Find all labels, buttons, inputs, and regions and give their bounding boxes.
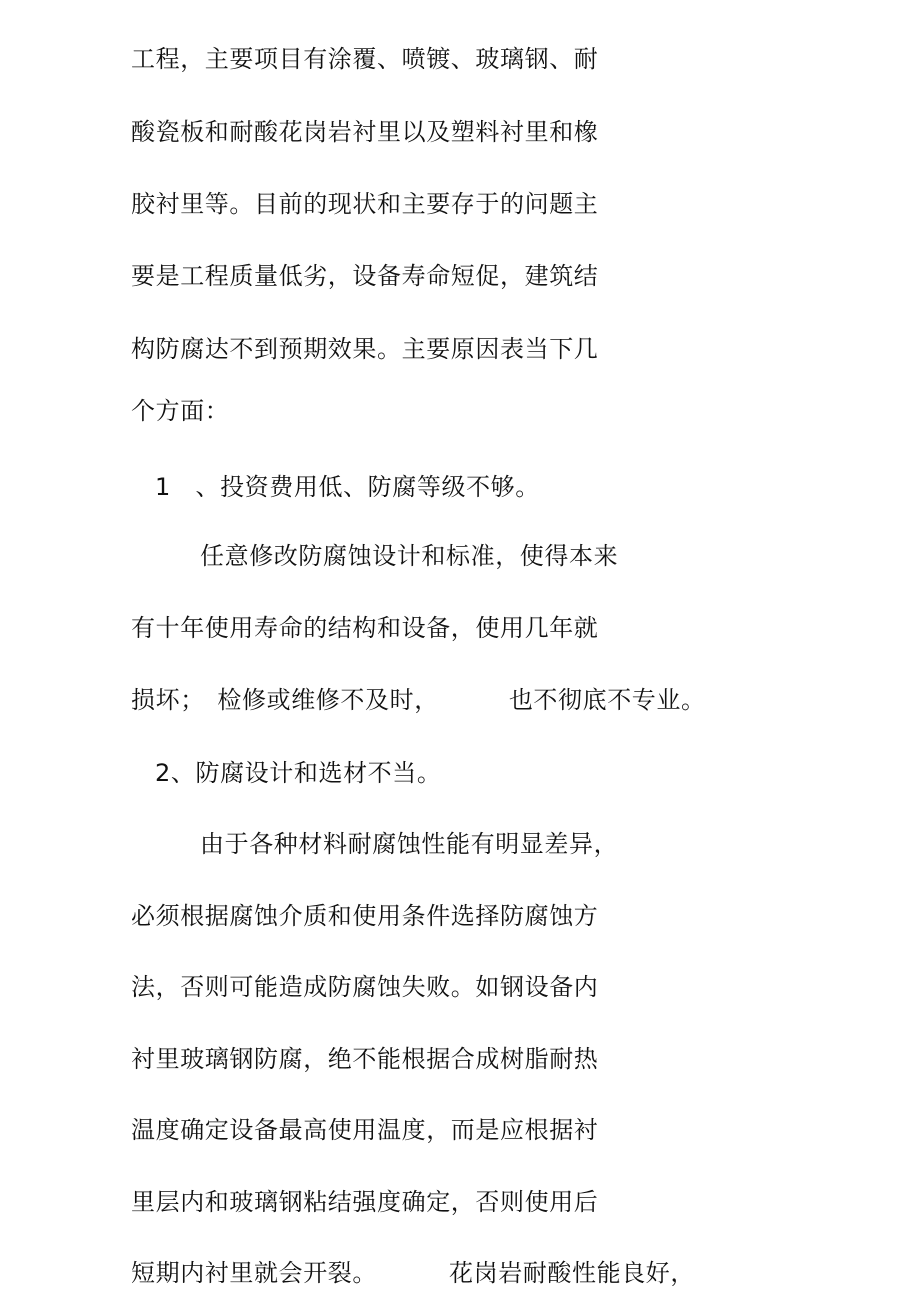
section-heading: 1 、投资费用低、防腐等级不够。 (155, 473, 540, 501)
paragraph-line: 个方面： (131, 397, 230, 425)
paragraph-line: 必须根据腐蚀介质和使用条件选择防腐蚀方 (131, 902, 599, 930)
paragraph-line: 任意修改防腐蚀设计和标准，使得本来 (200, 542, 619, 570)
line-segment: 损坏； 检修或维修不及时， (131, 686, 439, 714)
paragraph-line: 有十年使用寿命的结构和设备，使用几年就 (131, 614, 599, 642)
paragraph-line: 胶衬里等。目前的现状和主要存于的问题主 (131, 190, 599, 218)
paragraph-line (131, 1256, 695, 1290)
paragraph-line: 衬里玻璃钢防腐，绝不能根据合成树脂耐热 (131, 1045, 599, 1073)
paragraph-line: 由于各种材料耐腐蚀性能有明显差异， (200, 830, 619, 858)
line-segment: 花岗岩耐酸性能良好， (449, 1259, 695, 1287)
paragraph-line: 构防腐达不到预期效果。主要原因表当下几 (131, 335, 599, 363)
paragraph-line: 工程，主要项目有涂覆、喷镀、玻璃钢、耐 (131, 45, 599, 73)
paragraph-line: 法，否则可能造成防腐蚀失败。如钢设备内 (131, 973, 599, 1001)
paragraph-line: 里层内和玻璃钢粘结强度确定，否则使用后 (131, 1188, 599, 1216)
paragraph-line: 温度确定设备最高使用温度，而是应根据衬 (131, 1116, 599, 1144)
paragraph-line (131, 683, 706, 717)
section-heading: 2、防腐设计和选材不当。 (155, 759, 442, 787)
paragraph-line: 要是工程质量低劣，设备寿命短促，建筑结 (131, 262, 599, 290)
line-segment: 短期内衬里就会开裂。 (131, 1259, 377, 1287)
paragraph-line: 酸瓷板和耐酸花岗岩衬里以及塑料衬里和橡 (131, 118, 599, 146)
line-segment: 也不彻底不专业。 (508, 686, 706, 714)
